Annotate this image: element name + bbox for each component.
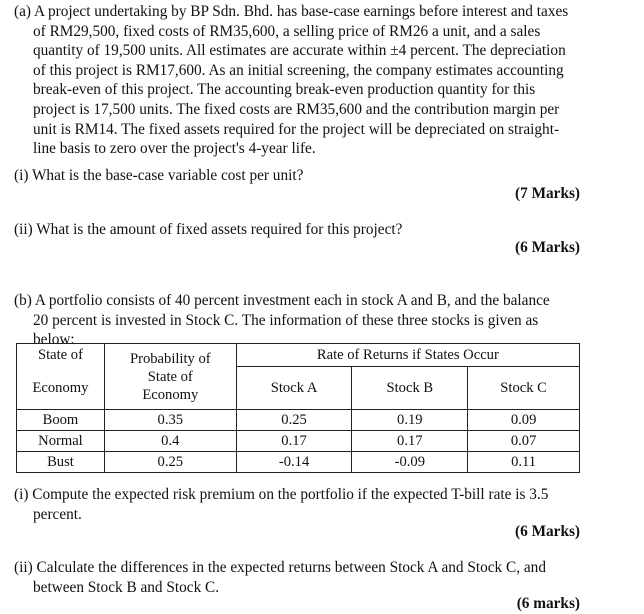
part-b-paragraph [14, 291, 580, 350]
stock-c-cell: 0.07 [468, 431, 580, 452]
probability-header-line: Probability of [129, 350, 211, 367]
stock-a-header: Stock A [236, 367, 352, 410]
part-b-question-1-marks: (6 Marks) [515, 523, 580, 540]
part-a-question-2-marks: (6 Marks) [515, 239, 580, 256]
table-subheader-row [17, 367, 580, 410]
part-a-line: quantity of 19,500 units. All estimates are accurate within ±4 percent. The depreciation [33, 42, 566, 60]
stock-b-cell: 0.19 [352, 410, 468, 431]
probability-cell: 0.4 [104, 431, 236, 452]
state-cell: Normal [17, 431, 105, 452]
stock-b-cell: 0.17 [352, 431, 468, 452]
table-row [17, 431, 580, 452]
probability-cell: 0.35 [104, 410, 236, 431]
part-b-question-1-line: percent. [33, 505, 82, 523]
part-a-question-1-marks: (7 Marks) [515, 185, 580, 202]
part-b-line: below: [33, 331, 75, 349]
table-row [17, 452, 580, 473]
stock-c-header: Stock C [468, 367, 580, 410]
table-header-row [17, 344, 580, 367]
returns-table [16, 343, 580, 473]
table-row [17, 410, 580, 431]
part-b-question-1-line: (i) Compute the expected risk premium on the portfolio if the expected T-bill rate is 3.5 [14, 486, 549, 503]
stock-a-cell: 0.25 [236, 410, 352, 431]
stock-c-cell: 0.09 [468, 410, 580, 431]
part-a-question-2: (ii) What is the amount of fixed assets required for this project? [14, 221, 403, 238]
part-a-line: of RM29,500, fixed costs of RM35,600, a selling price of RM26 a unit, and a sales [33, 22, 541, 40]
probability-header-line: State of [147, 368, 193, 385]
part-a-line: project is 17,500 units. The fixed costs are RM35,600 and the contribution margin per [33, 100, 560, 118]
state-cell: Bust [17, 452, 105, 473]
state-of-header: State of [17, 344, 105, 367]
probability-cell: 0.25 [104, 452, 236, 473]
part-b-line: (b) A portfolio consists of 40 percent investment each in stock A and B, and the balance [14, 292, 550, 309]
stock-a-cell: -0.14 [236, 452, 352, 473]
stock-b-cell: -0.09 [352, 452, 468, 473]
part-a-line: unit is RM14. The fixed assets required for the project will be depreciated on straight- [33, 120, 560, 138]
part-b-question-2-line: (ii) Calculate the differences in the expected returns between Stock A and Stock C, and [14, 559, 546, 576]
part-a-paragraph [14, 2, 580, 159]
part-a-line: (a) A project undertaking by BP Sdn. Bhd. has base-case earnings before interest and taxes [14, 3, 569, 20]
part-a-line: break-even of this project. The accounting break-even production quantity for this [33, 81, 536, 99]
state-cell: Boom [17, 410, 105, 431]
stock-b-header: Stock B [352, 367, 468, 410]
part-b-question-1 [14, 485, 580, 524]
stock-a-cell: 0.17 [236, 431, 352, 452]
part-a-line: line basis to zero over the project's 4-year life. [33, 140, 316, 158]
part-a-line: of this project is RM17,600. As an initial screening, the company estimates accounting [33, 61, 564, 79]
part-b-question-2 [14, 558, 580, 597]
part-b-question-2-marks: (6 marks) [516, 595, 580, 612]
stock-c-cell: 0.11 [468, 452, 580, 473]
economy-header: Economy [17, 367, 105, 410]
probability-header [104, 344, 236, 410]
probability-header-line: Economy [142, 386, 199, 403]
part-a-question-1: (i) What is the base-case variable cost per unit? [14, 167, 304, 184]
rate-of-returns-header: Rate of Returns if States Occur [236, 344, 579, 367]
part-b-question-2-line: between Stock B and Stock C. [33, 578, 220, 596]
part-b-line: 20 percent is invested in Stock C. The information of these three stocks is given as [33, 311, 539, 329]
